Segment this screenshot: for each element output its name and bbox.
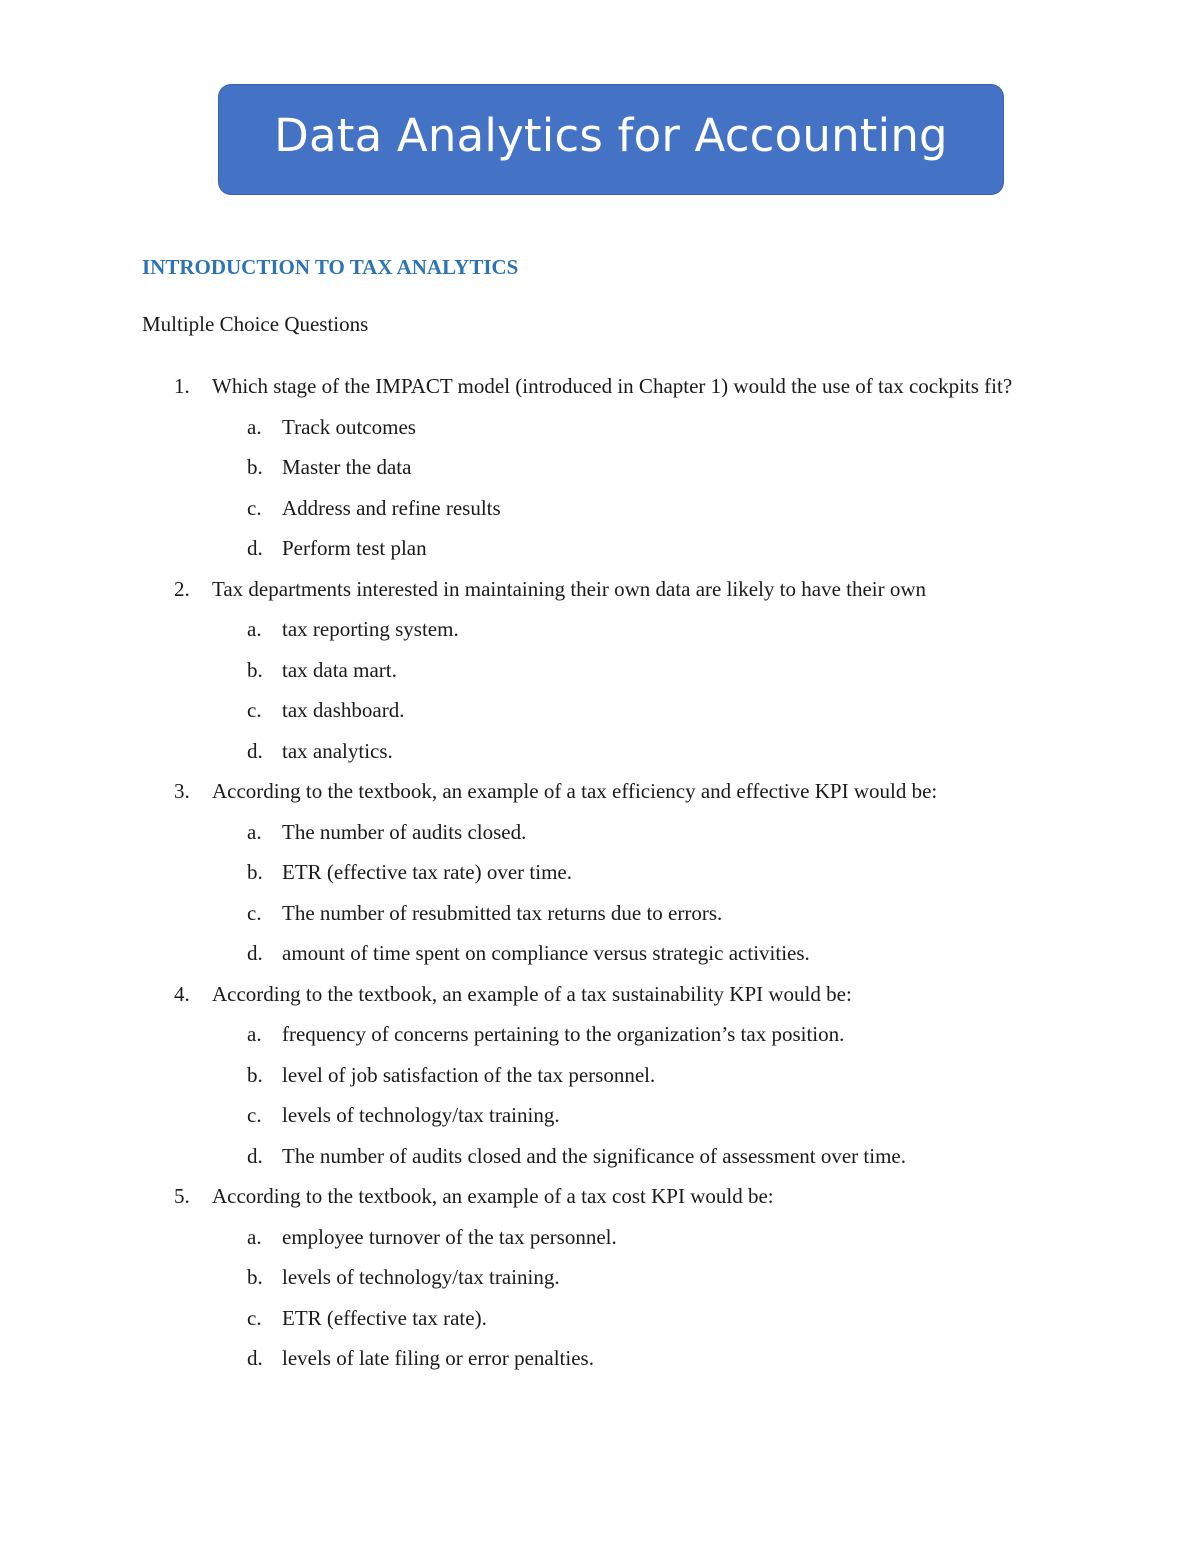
option-text: Master the data — [282, 455, 412, 479]
option-letter: d. — [247, 941, 263, 965]
option-text: tax reporting system. — [282, 617, 459, 641]
option-letter: c. — [247, 1103, 262, 1127]
option-text: tax analytics. — [282, 738, 393, 763]
option-text: level of job satisfaction of the tax personnel. — [282, 1062, 656, 1087]
option-c — [0, 1298, 1200, 1339]
question-number: 3. — [174, 779, 190, 803]
option-letter: c. — [247, 495, 262, 520]
option-text: The number of audits closed and the significance of assessment over time. — [282, 1143, 906, 1168]
option-a — [0, 407, 1200, 448]
option-d — [0, 731, 1200, 772]
option-a — [0, 1217, 1200, 1258]
option-letter: d. — [247, 536, 263, 560]
option-letter: b. — [247, 657, 263, 682]
option-c — [0, 690, 1200, 731]
option-b — [0, 447, 1200, 488]
question-list — [0, 366, 1200, 1379]
question-number: 5. — [174, 1184, 190, 1208]
question-text: According to the textbook, an example of a tax efficiency and effective KPI would be: — [212, 779, 938, 803]
option-letter: b. — [247, 455, 263, 479]
option-text: Address and refine results — [282, 495, 501, 520]
option-a — [0, 609, 1200, 650]
option-text: Track outcomes — [282, 414, 416, 439]
option-list — [0, 1217, 1200, 1379]
option-text: The number of resubmitted tax returns due to errors. — [282, 900, 723, 925]
option-a — [0, 812, 1200, 853]
option-letter: a. — [247, 414, 262, 439]
option-text: levels of technology/tax training. — [282, 1103, 560, 1127]
option-text: frequency of concerns pertaining to the organization’s tax position. — [282, 1022, 845, 1046]
option-list — [0, 812, 1200, 974]
option-letter: b. — [247, 1062, 263, 1087]
question-number: 1. — [174, 374, 190, 398]
question-1 — [0, 366, 1200, 569]
option-d — [0, 1136, 1200, 1177]
question-5 — [0, 1176, 1200, 1379]
option-list — [0, 407, 1200, 569]
option-letter: c. — [247, 698, 262, 722]
question-number: 2. — [174, 576, 190, 601]
option-letter: c. — [247, 900, 262, 925]
section-heading: INTRODUCTION TO TAX ANALYTICS — [142, 255, 519, 279]
option-list — [0, 609, 1200, 771]
banner-title: Data Analytics for Accounting — [274, 109, 948, 162]
option-b — [0, 650, 1200, 691]
option-b — [0, 852, 1200, 893]
option-d — [0, 528, 1200, 569]
question-4 — [0, 974, 1200, 1177]
option-text: The number of audits closed. — [282, 819, 527, 844]
title-banner — [219, 85, 1003, 194]
option-letter: a. — [247, 1224, 262, 1249]
question-text: According to the textbook, an example of a tax cost KPI would be: — [212, 1184, 774, 1208]
option-letter: d. — [247, 1143, 263, 1168]
option-letter: a. — [247, 1022, 262, 1046]
option-text: ETR (effective tax rate). — [282, 1305, 487, 1330]
question-text: According to the textbook, an example of a tax sustainability KPI would be: — [212, 981, 852, 1006]
question-3 — [0, 771, 1200, 974]
option-text: tax data mart. — [282, 657, 397, 682]
option-text: Perform test plan — [282, 536, 427, 560]
option-text: levels of late filing or error penalties. — [282, 1346, 594, 1370]
option-text: levels of technology/tax training. — [282, 1265, 560, 1289]
option-letter: d. — [247, 1346, 263, 1370]
option-letter: b. — [247, 860, 263, 884]
question-number: 4. — [174, 981, 190, 1006]
option-letter: d. — [247, 738, 263, 763]
option-letter: b. — [247, 1265, 263, 1289]
option-d — [0, 933, 1200, 974]
option-d — [0, 1338, 1200, 1379]
option-c — [0, 488, 1200, 529]
option-a — [0, 1014, 1200, 1055]
option-c — [0, 1095, 1200, 1136]
option-letter: c. — [247, 1305, 262, 1330]
option-text: tax dashboard. — [282, 698, 405, 722]
question-text: Which stage of the IMPACT model (introduced in Chapter 1) would the use of tax cockpits fit? — [212, 374, 1013, 398]
option-letter: a. — [247, 819, 262, 844]
option-b — [0, 1257, 1200, 1298]
question-text: Tax departments interested in maintaining their own data are likely to have their own — [212, 576, 927, 601]
option-c — [0, 893, 1200, 934]
option-b — [0, 1055, 1200, 1096]
section-subheading: Multiple Choice Questions — [142, 312, 369, 336]
option-text: employee turnover of the tax personnel. — [282, 1224, 617, 1249]
option-text: ETR (effective tax rate) over time. — [282, 860, 572, 884]
option-text: amount of time spent on compliance versus strategic activities. — [282, 941, 810, 965]
option-letter: a. — [247, 617, 262, 641]
question-2 — [0, 569, 1200, 772]
option-list — [0, 1014, 1200, 1176]
